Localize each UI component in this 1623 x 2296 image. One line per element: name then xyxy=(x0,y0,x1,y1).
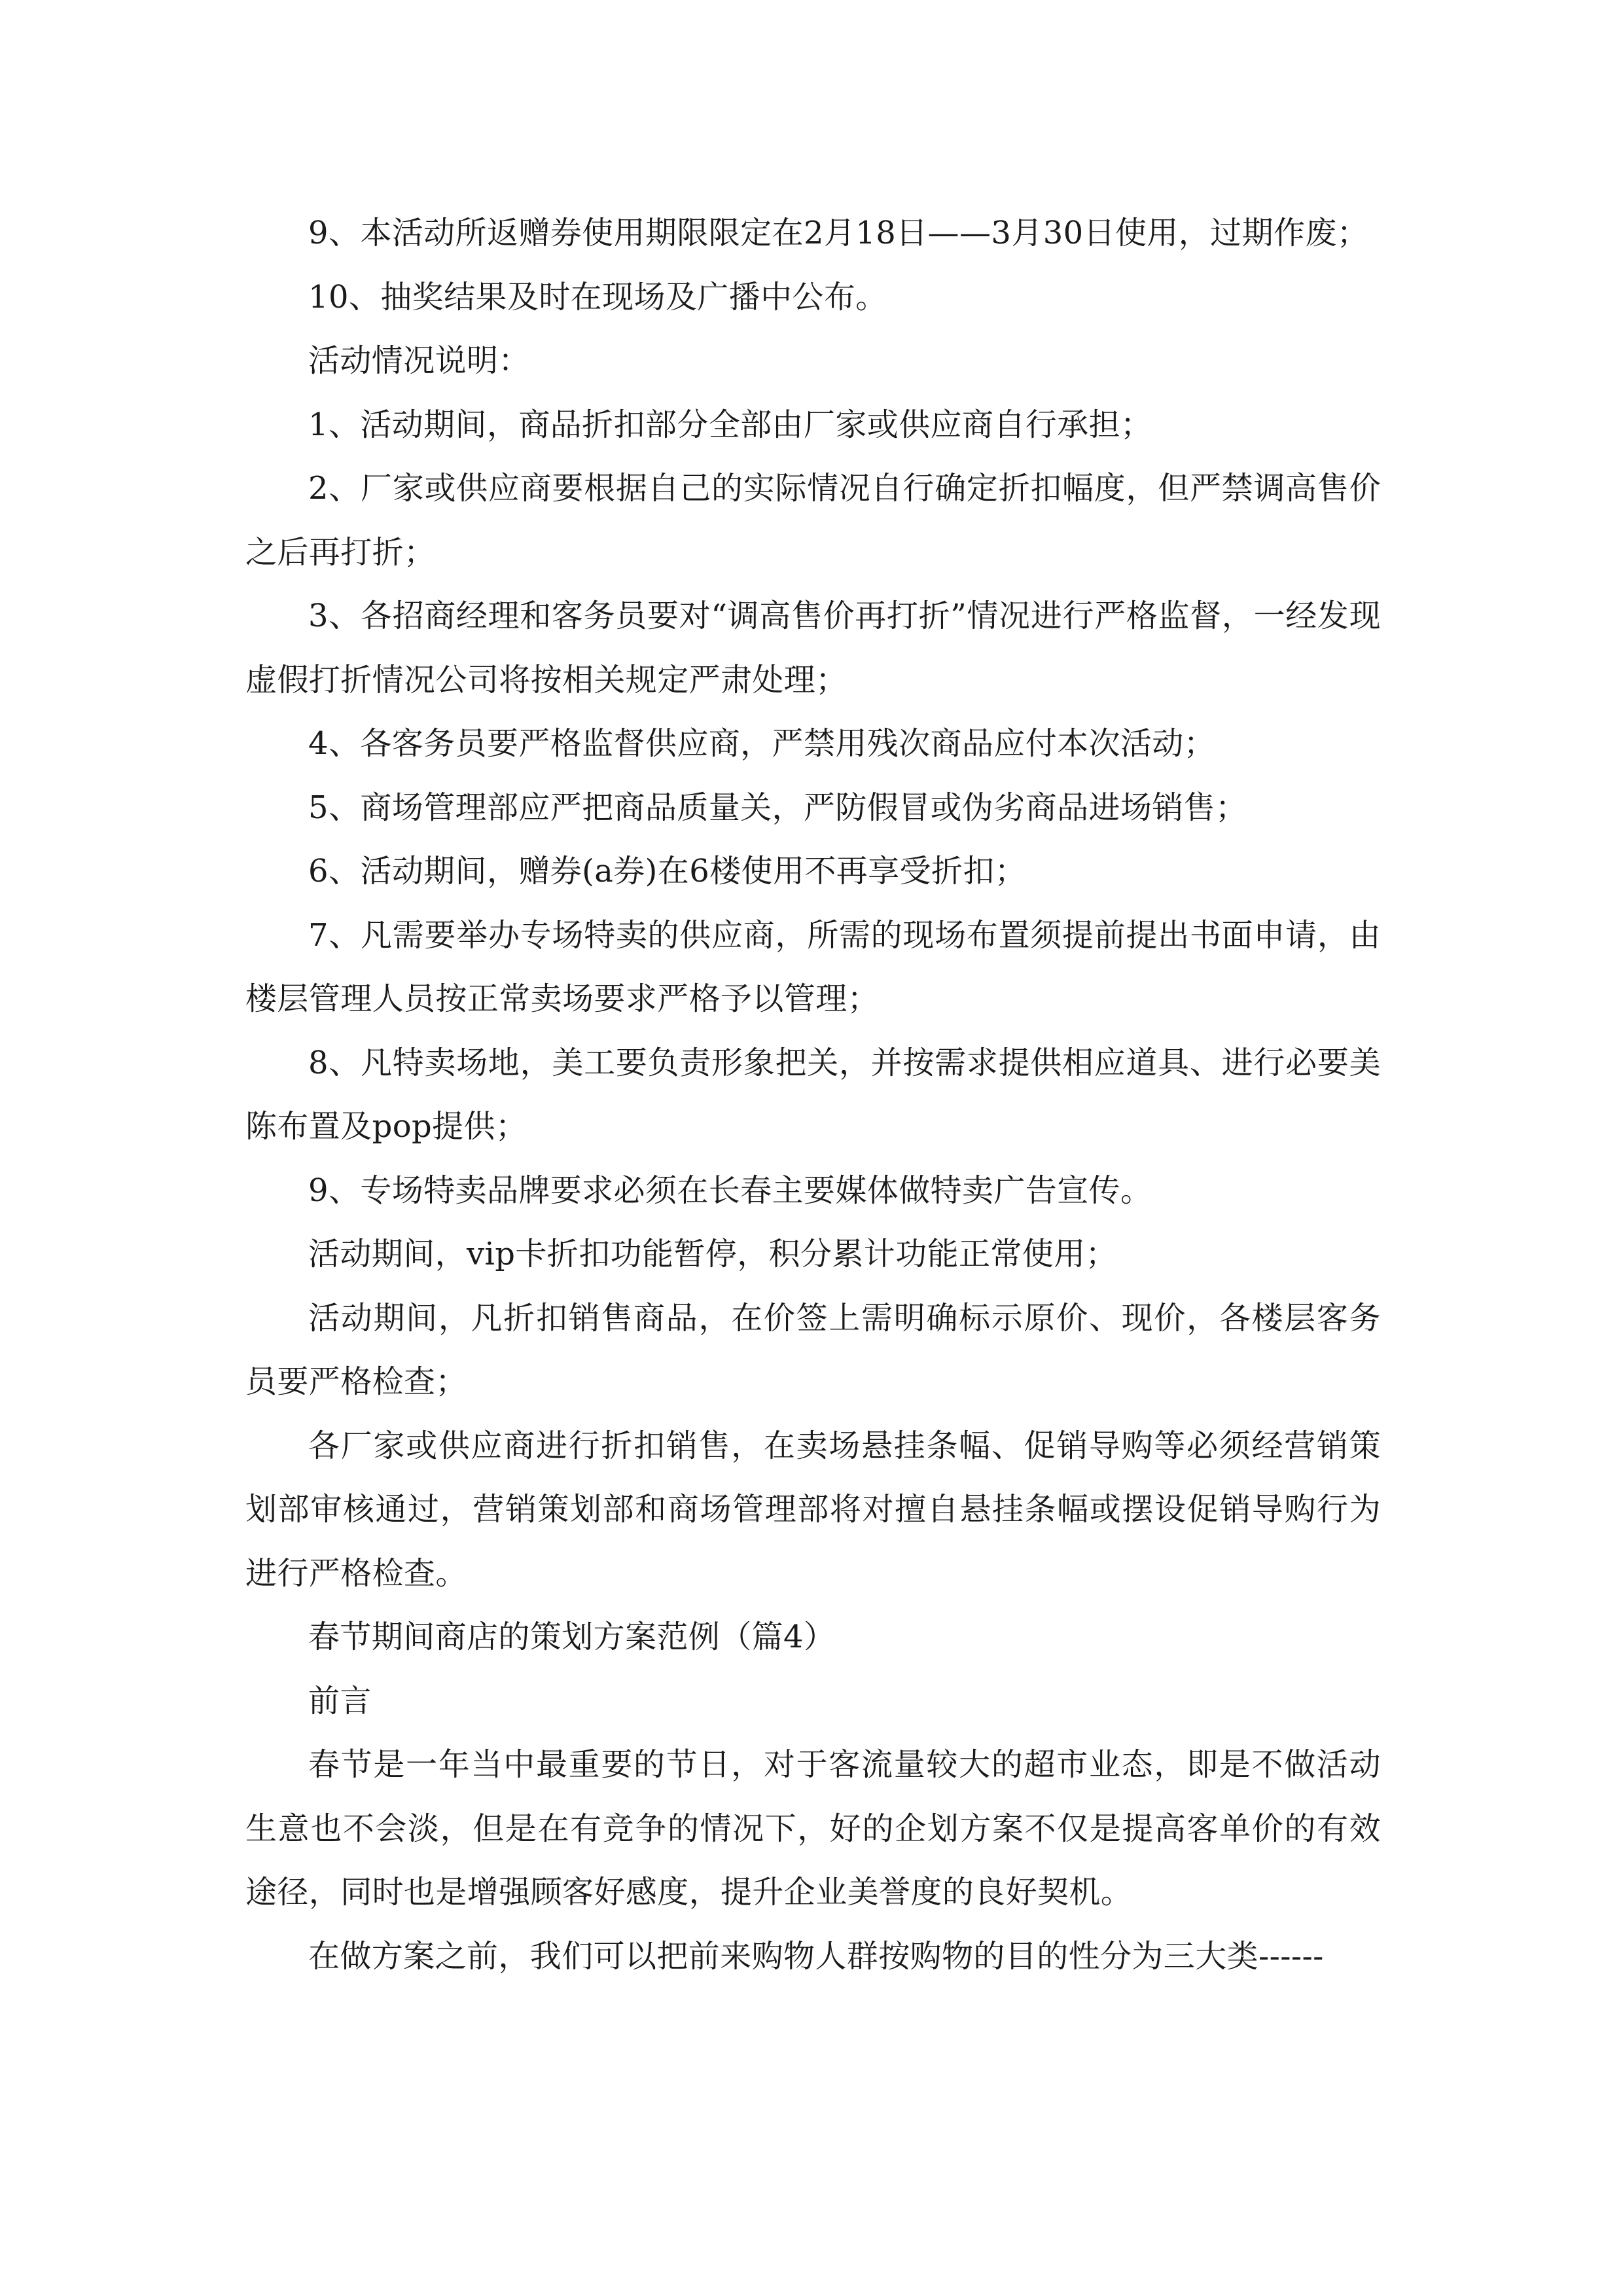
paragraph-note-9: 9、专场特卖品牌要求必须在长春主要媒体做特卖广告宣传。 xyxy=(308,1172,1152,1209)
paragraph-note-6: 6、活动期间，赠券(a券)在6楼使用不再享受折扣； xyxy=(308,853,1027,889)
paragraph-vip-card: 活动期间，vip卡折扣功能暂停，积分累计功能正常使用； xyxy=(308,1236,1117,1272)
paragraph-shopper-types: 在做方案之前，我们可以把前来购物人群按购物的目的性分为三大类------ xyxy=(308,1937,1324,1975)
paragraph-note-5: 5、商场管理部应严把商品质量关，严防假冒或伪劣商品进场销售； xyxy=(308,789,1247,826)
section-heading-preface: 前言 xyxy=(308,1682,372,1719)
paragraph-note-1: 1、活动期间，商品折扣部分全部由厂家或供应商自行承担； xyxy=(308,406,1152,443)
paragraph-price-tags: 活动期间，凡折扣销售商品，在价签上需明确标示原价、现价，各楼层客务员要严格检查； xyxy=(245,1299,1381,1400)
paragraph-note-2: 2、厂家或供应商要根据自己的实际情况自行确定折扣幅度，但严禁调高售价之后再打折； xyxy=(245,470,1381,571)
paragraph-note-4: 4、各客务员要严格监督供应商，严禁用残次商品应付本次活动； xyxy=(308,725,1216,762)
paragraph-note-3: 3、各招商经理和客务员要对“调高售价再打折”情况进行严格监督，一经发现虚假打折情况公司将按相关规定严肃处理； xyxy=(245,598,1381,698)
paragraph-note-7: 7、凡需要举办专场特卖的供应商，所需的现场布置须提前提出书面申请，由楼层管理人员按正常卖场要求严格予以管理； xyxy=(245,916,1381,1017)
paragraph-banner-approval: 各厂家或供应商进行折扣销售，在卖场悬挂条幅、促销导购等必须经营销策划部审核通过，营销策划部和商场管理部将对擅自悬挂条幅或摆设促销导购行为进行严格检查。 xyxy=(245,1427,1381,1592)
document-body xyxy=(245,202,1381,1988)
paragraph-lottery-results: 10、抽奖结果及时在现场及广播中公布。 xyxy=(308,278,887,315)
section-title-part-4: 春节期间商店的策划方案范例（篇4） xyxy=(308,1619,836,1655)
paragraph-note-8: 8、凡特卖场地，美工要负责形象把关，并按需求提供相应道具、进行必要美陈布置及pop提供； xyxy=(245,1044,1381,1145)
section-heading-activity-notes: 活动情况说明： xyxy=(308,342,530,379)
paragraph-preface: 春节是一年当中最重要的节日，对于客流量较大的超市业态，即是不做活动生意也不会淡，但是在有竞争的情况下，好的企划方案不仅是提高客单价的有效途径，同时也是增强顾客好感度，提升企业美誉度的良好契机。 xyxy=(245,1746,1381,1910)
paragraph-coupon-validity: 9、本活动所返赠券使用期限限定在2月18日——3月30日使用，过期作废； xyxy=(308,215,1369,251)
